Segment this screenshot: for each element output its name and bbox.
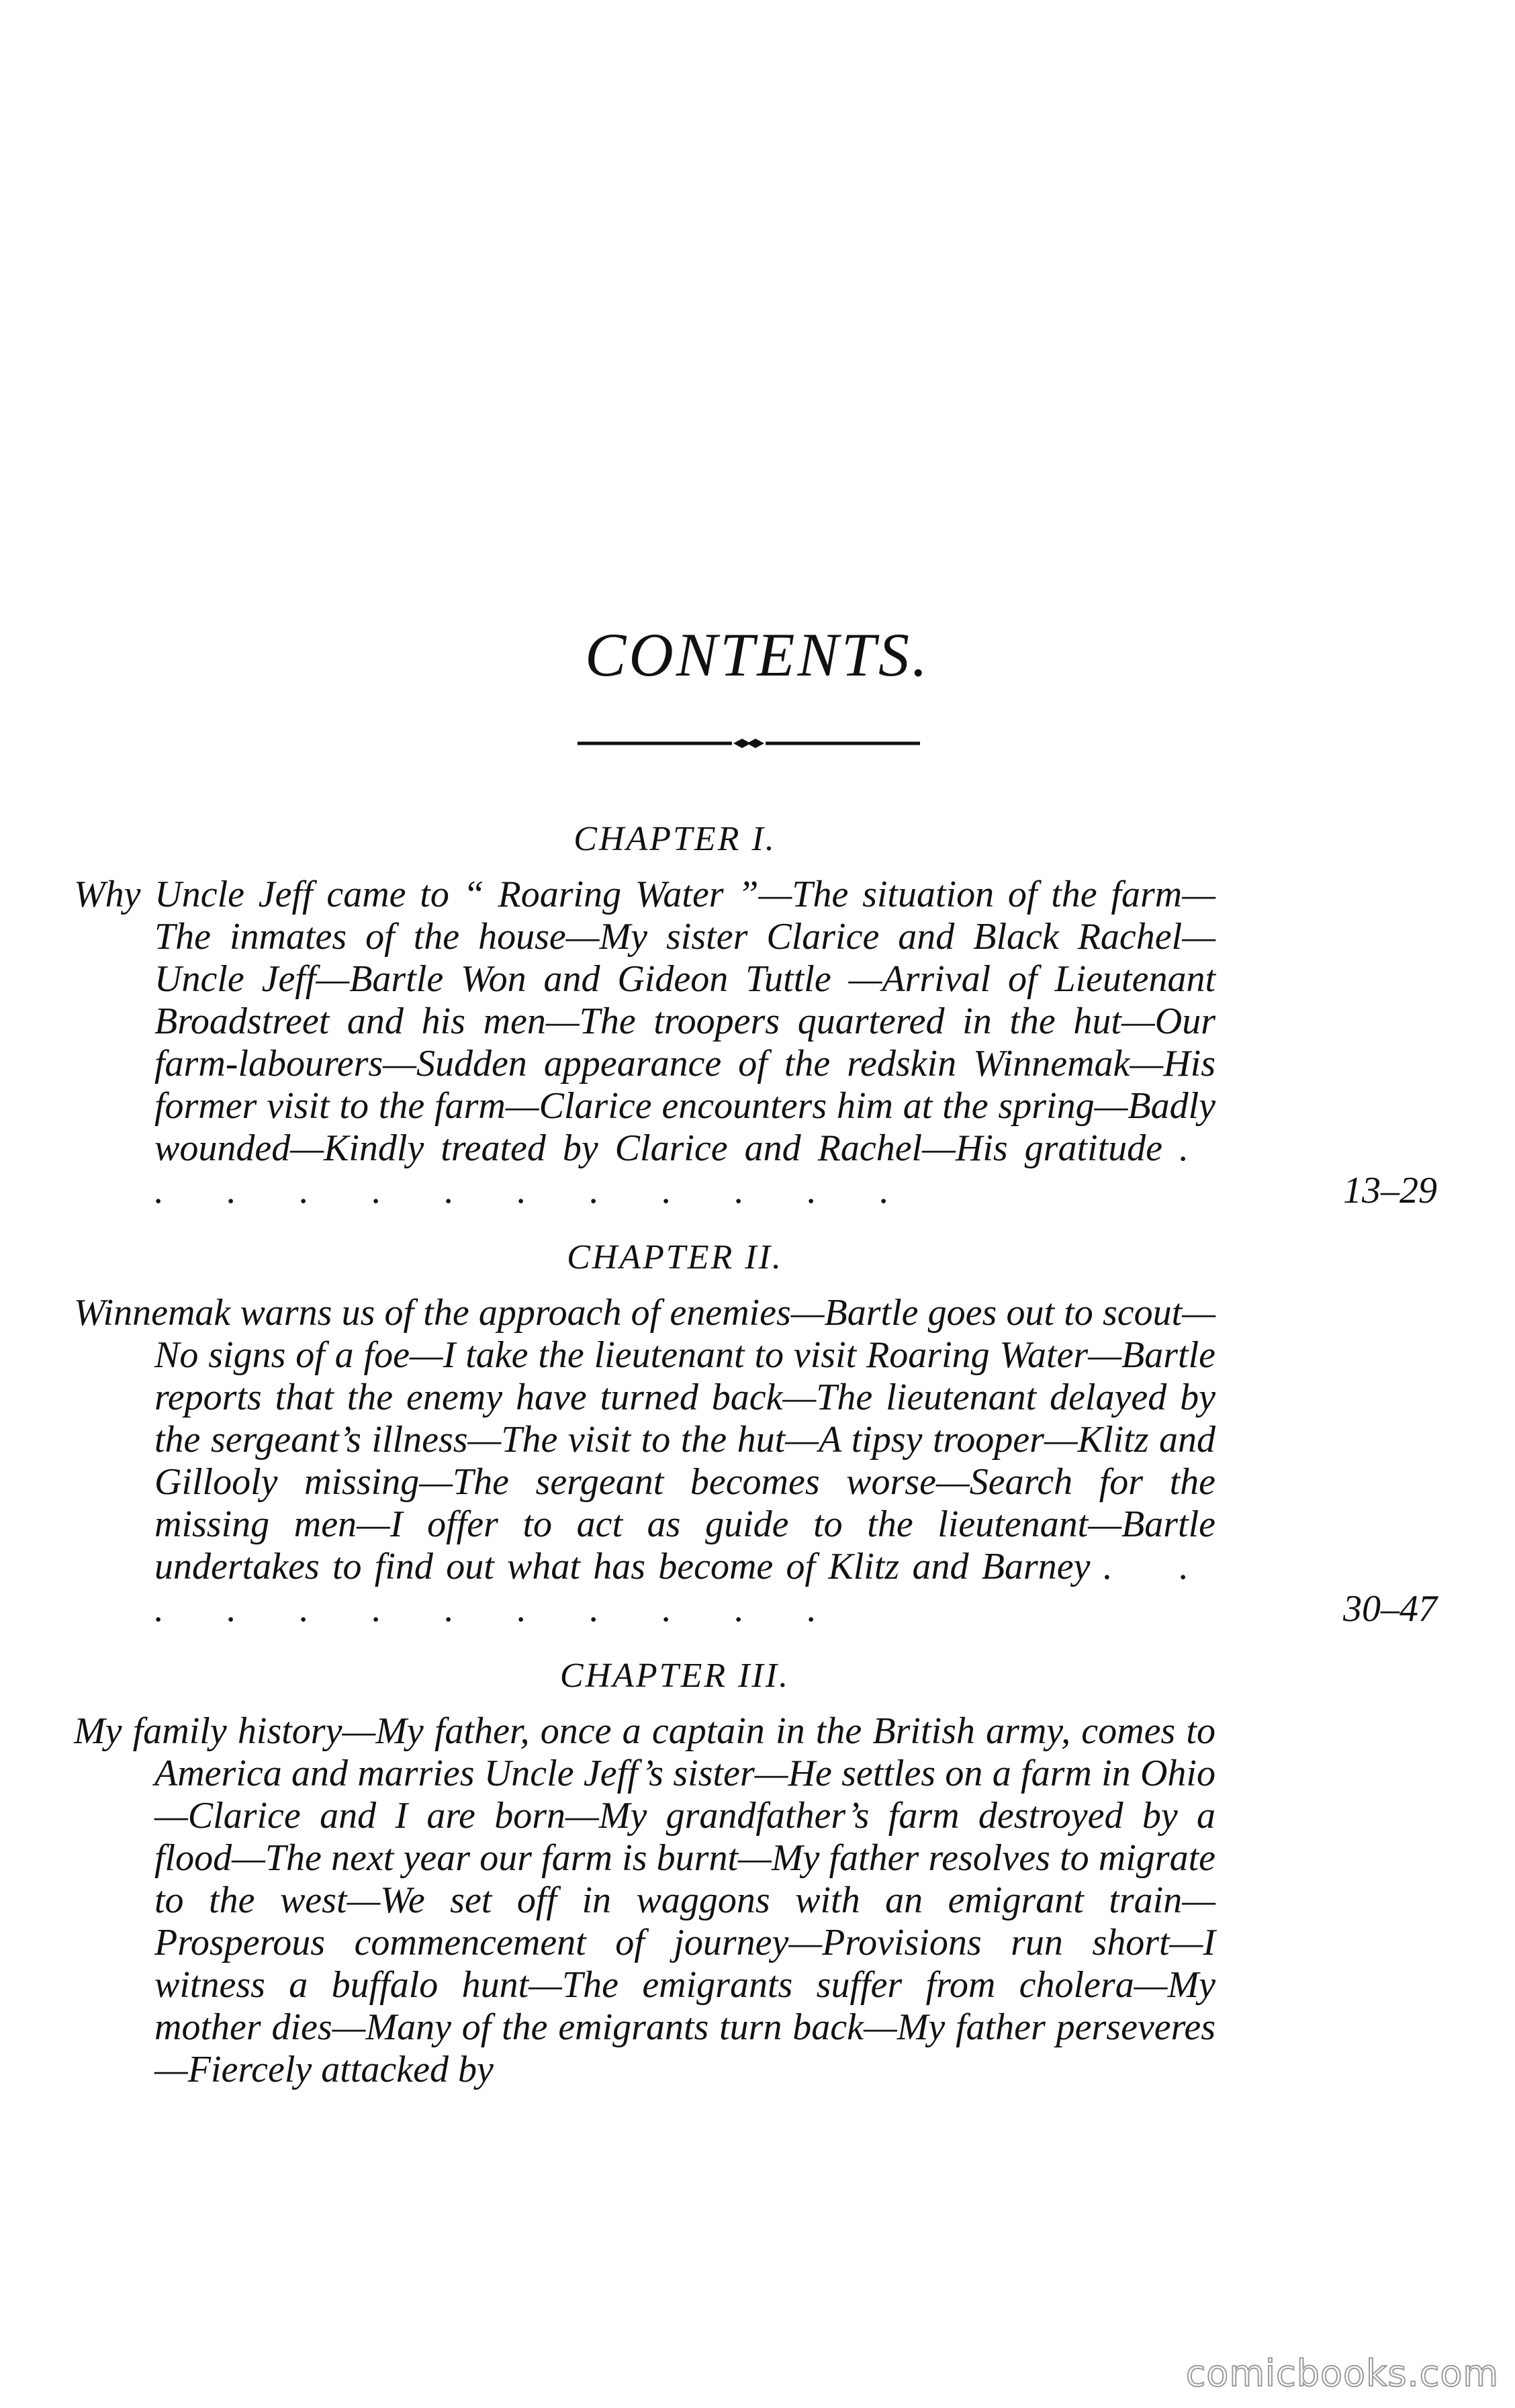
chapter-entry xyxy=(74,1238,1451,1630)
chapter-summary-row xyxy=(74,874,1451,1212)
contents-list xyxy=(74,819,1451,2117)
chapter-summary-row xyxy=(74,1710,1451,2091)
chapter-summary-text: Why Uncle Jeff came to “ Roaring Water ”—The situation of the farm—The inmates of the house—My sister Clarice and Black Rachel—Uncle Jeff—Bartle Won and Gideon Tuttle —Arrival of Lieutenant Broadstreet and his men—The troopers quartered in the hut—Our farm-labourers—Sudden appearance of the redskin Winnemak—His former visit to the farm—Clarice encounters him at the spring—Badly wounded—Kindly treated by Clarice and Rachel—His gratitude xyxy=(74,874,1215,1169)
chapter-heading: CHAPTER I. xyxy=(573,820,776,858)
chapter-summary xyxy=(74,1710,1215,2091)
dot-leaders: . . . . . . . . . . . . xyxy=(154,1127,1216,1211)
page-title: CONTENTS. xyxy=(584,620,931,689)
chapter-summary-text: Winnemak warns us of the approach of enemies—Bartle goes out to scout—No signs of a foe—I take the lieutenant to visit Roaring Water—Bartle reports that the enemy have turned back—The lieutenant delayed by the sergeant’s illness—The visit to the hut—A tipsy trooper—Klitz and Gillooly missing—The sergeant becomes worse—Search for the missing men—I offer to act as guide to the lieutenant—Bartle undertakes to find out what has become of Klitz and Barney xyxy=(74,1292,1215,1587)
chapter-heading: CHAPTER II. xyxy=(567,1238,783,1277)
chapter-entry xyxy=(74,819,1451,1212)
page-range: 13–29 xyxy=(1343,1170,1437,1211)
chapter-summary-row xyxy=(74,1292,1451,1630)
divider-ornament xyxy=(578,733,920,753)
chapter-summary xyxy=(74,874,1215,1212)
chapter-summary xyxy=(74,1292,1215,1630)
chapter-entry xyxy=(74,1656,1451,2091)
dot-leaders: . . . . . . . . . . . . xyxy=(154,1546,1216,1630)
page-range: 30–47 xyxy=(1343,1588,1437,1630)
chapter-heading: CHAPTER III. xyxy=(559,1657,790,1695)
watermark: comicbooks.com xyxy=(1185,2352,1499,2395)
chapter-summary-text: My family history—My father, once a captain in the British army, comes to America and marries Uncle Jeff’s sister—He settles on a farm in Ohio—Clarice and I are born—My grandfather’s farm destroyed by a flood—The next year our farm is burnt—My father resolves to migrate to the west—We set off in waggons with an emigrant train—Prosperous commencement of journey—Provisions run short—I witness a buffalo hunt—The emigrants suffer from cholera—My mother dies—Many of the emigrants turn back—My father perseveres—Fiercely attacked by xyxy=(74,1710,1215,2090)
